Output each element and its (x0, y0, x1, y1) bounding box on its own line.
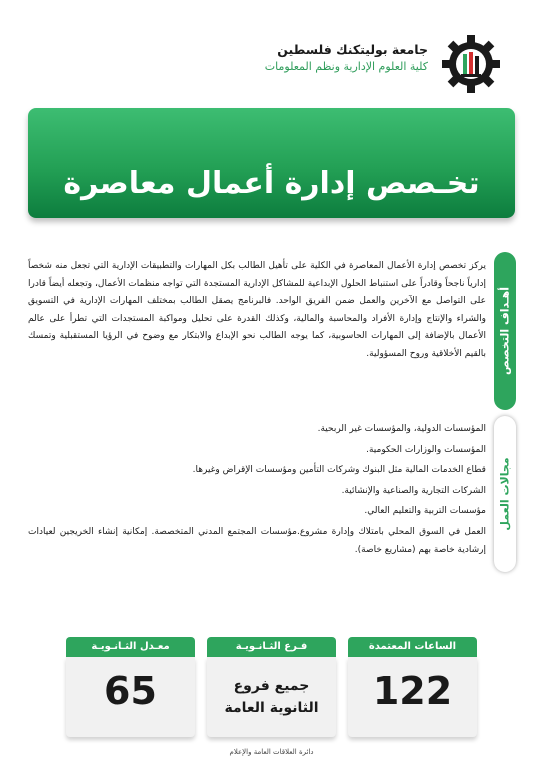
branch-value (207, 675, 336, 719)
title-banner (28, 108, 515, 218)
average-card (66, 637, 195, 737)
fields-section-tab (494, 416, 516, 572)
university-name: جامعة بوليتكنك فلسطين (277, 42, 428, 57)
list-item: مؤسسات التربية والتعليم العالي. (364, 506, 486, 517)
branch-card (207, 637, 336, 737)
fields-tab-label: مجالات العمل (498, 457, 512, 531)
branch-label: فـرع الثـانـويـة (207, 637, 336, 657)
list-item: المؤسسات الدولية، والمؤسسات غير الربحية. (317, 424, 486, 434)
goals-tab-label: أهـداف التخصص (498, 286, 512, 376)
fields-list (28, 421, 486, 562)
college-name: كلية العلوم الإدارية ونظم المعلومات (264, 60, 428, 73)
list-item: المؤسسات والوزارات الحكومية. (366, 444, 486, 455)
branch-value-line1: جميع فروع (233, 678, 310, 694)
credit-hours-value: 122 (372, 669, 453, 713)
goals-paragraph: يركز تخصص إدارة الأعمال المعاصرة في الكلية على تأهيل الطالب بكل المهارات والتطبيقات الإدارية التي تجعل منه شخصاً إدارياً ناجحاً وقادراً على استنباط الحلول الإبداعية للمشاكل الإدارية المستجدة التي تواجه منظمات الأعمال، وتجعله أيضاً قادرا على التواصل مع الآخرين والعمل ضمن الفريق الواحد. فالبرنامج يصقل الطالب بمختلف المهارات الإدارية في التسويق والشراء والإنتاج وإدارة الأفراد والمحاسبة والمالية، وكذلك القدرة على تحليل ومواكبة المستجدات التي تطرأ على عالم الأعمال بالإضافة إلى المهارات الحاسوبية، كما يوجه الطالب نحو الإبداع والابتكار مع وضوح في الرؤيا المستقبلية وتمسك بالقيم الأخلاقية وروح المسؤولية. (28, 261, 486, 359)
branch-body (207, 657, 336, 737)
list-item: الشركات التجارية والصناعية والإنشائية. (341, 485, 486, 496)
average-label: معـدل الثـانـويـة (66, 637, 195, 657)
average-value: 65 (104, 669, 157, 713)
average-body (66, 657, 195, 737)
university-logo (439, 32, 503, 96)
goals-section-tab (494, 252, 516, 410)
list-item: العمل في السوق المحلي بامتلاك وإدارة مشروع.مؤسسات المجتمع المدني المتخصصة. إمكانية إنشاء الخريجين لعيادات إرشادية خاصة بهم (مشاريع خاصة). (28, 526, 486, 555)
credit-hours-card (348, 637, 477, 737)
branch-value-line2: الثانوية العامة (224, 700, 319, 716)
page-header (0, 26, 543, 96)
footer-text: دائرة العلاقات العامة والإعلام (229, 748, 314, 756)
credit-hours-body (348, 657, 477, 737)
credit-hours-label: الساعات المعتمدة (348, 637, 477, 657)
list-item: قطاع الخدمات المالية مثل البنوك وشركات التأمين ومؤسسات الإقراض وغيرها. (192, 465, 486, 476)
page-title: تخـصص إدارة أعمال معاصرة (63, 166, 480, 201)
